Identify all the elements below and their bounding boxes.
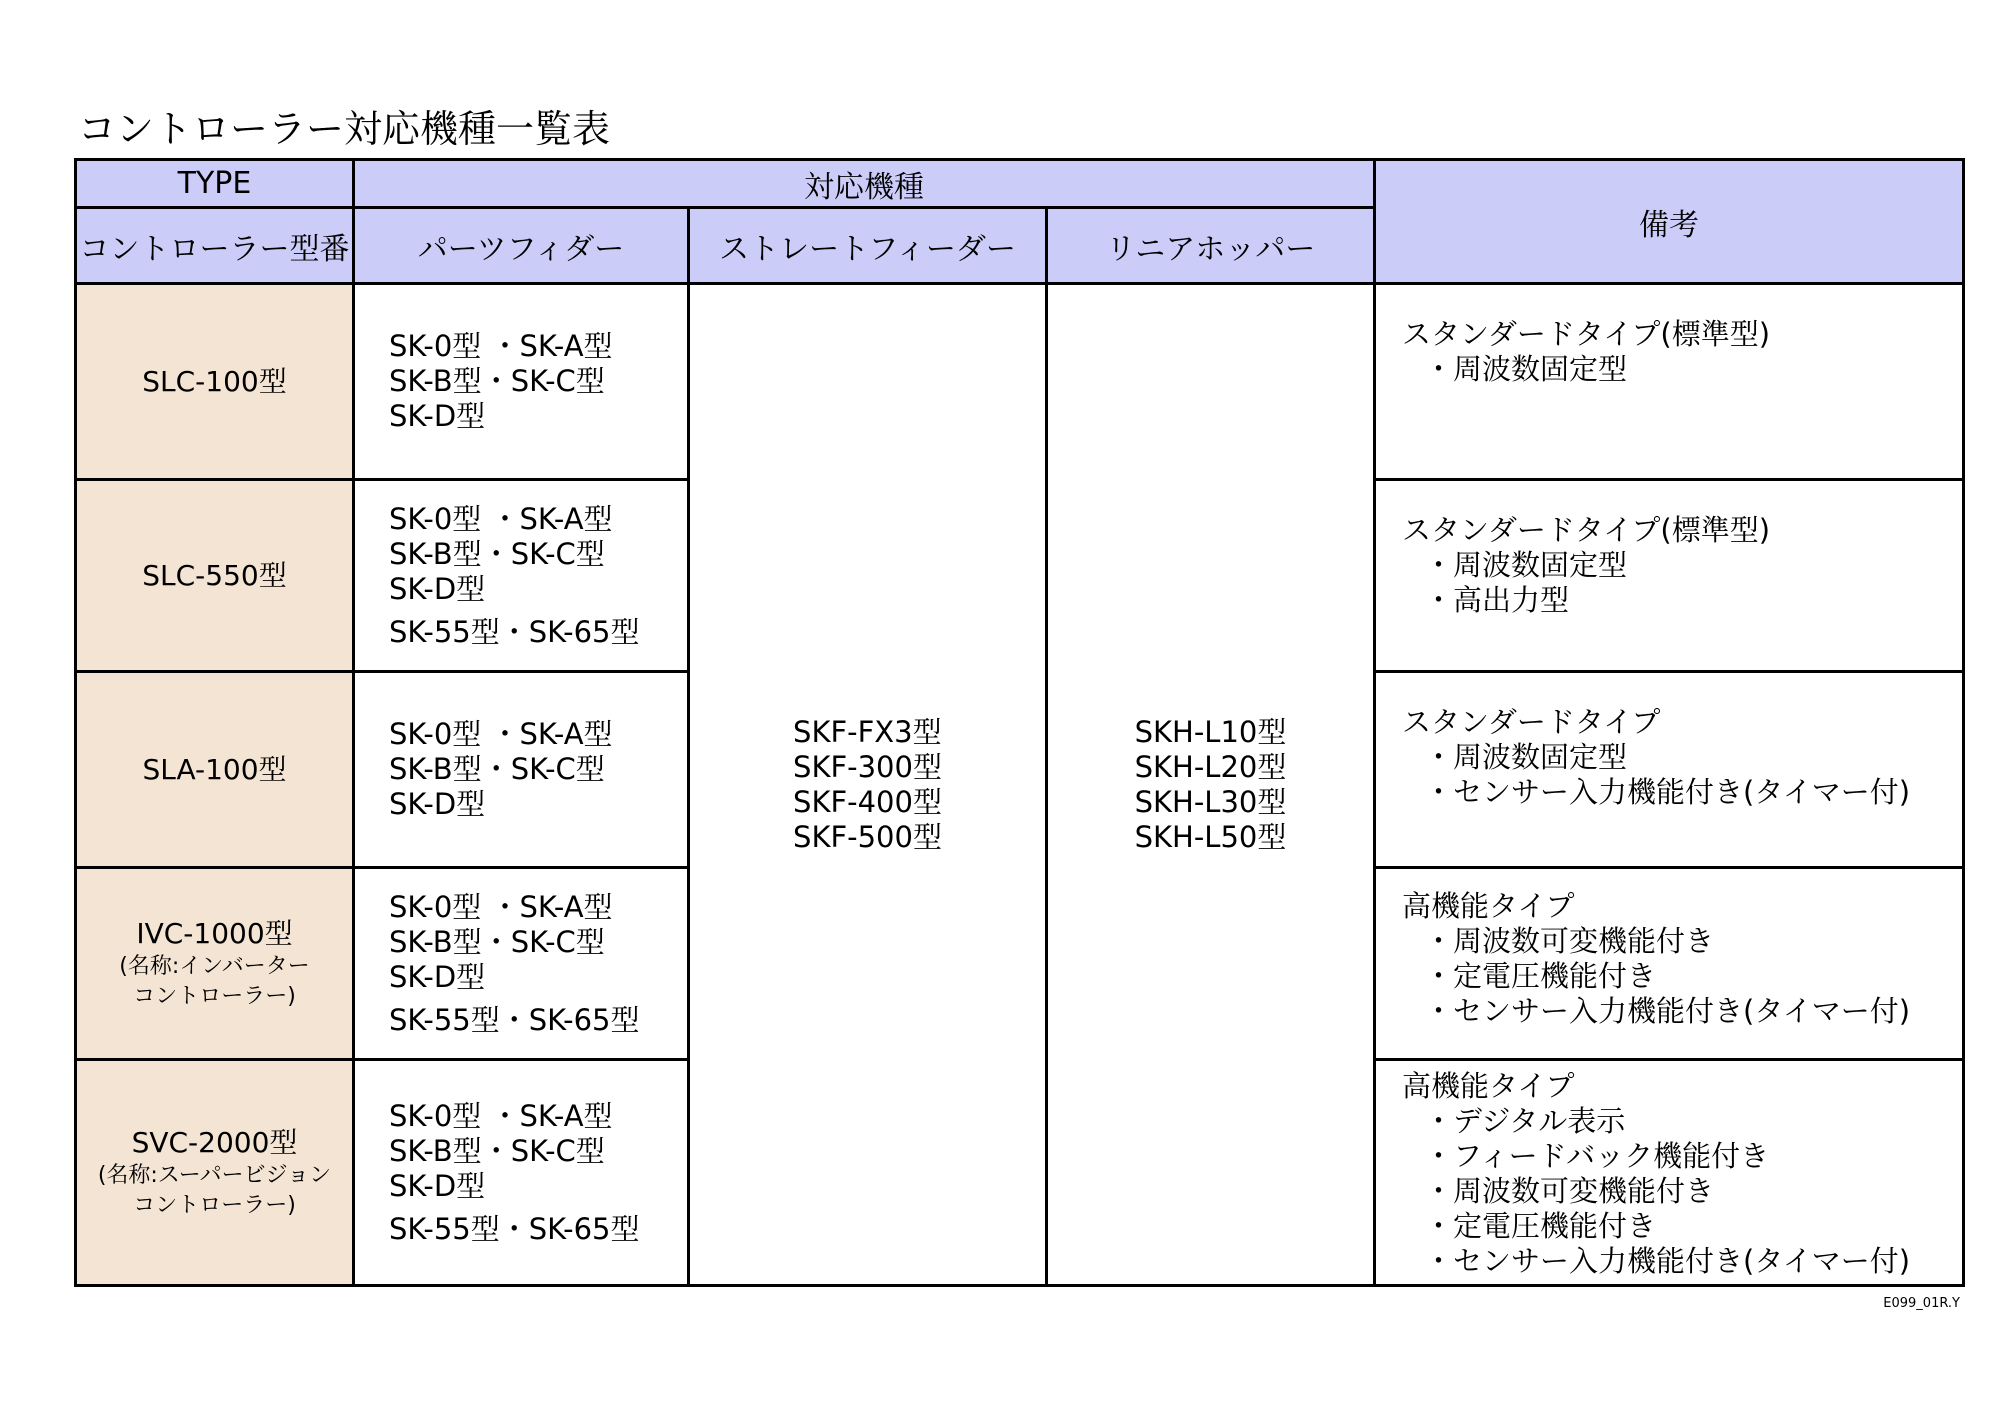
remarks-item: ・センサー入力機能付き(タイマー付) (1424, 775, 1911, 809)
remarks-item: ・センサー入力機能付き(タイマー付) (1424, 994, 1911, 1028)
remarks-title: スタンダードタイプ(標準型) (1402, 513, 1771, 547)
remarks-item: ・定電圧機能付き (1424, 959, 1657, 993)
straight-feeder-model: SKF-FX3型 (793, 714, 942, 749)
remarks-title: 高機能タイプ (1402, 889, 1575, 923)
parts-feeder-cell (354, 1060, 689, 1286)
controller-model: SVC-2000型 (131, 1125, 298, 1159)
parts-feeder-line: SK-0型 ・SK-A型 (389, 501, 613, 536)
parts-feeder-line: SK-55型・SK-65型 (389, 1002, 640, 1037)
remarks-item: ・周波数固定型 (1424, 352, 1628, 386)
parts-feeder-line: SK-D型 (389, 399, 486, 433)
parts-feeder-line: SK-0型 ・SK-A型 (389, 717, 613, 751)
header-controller-model: コントローラー型番 (76, 208, 354, 284)
remarks-item: ・フィードバック機能付き (1424, 1139, 1770, 1173)
parts-feeder-line: SK-0型 ・SK-A型 (389, 889, 613, 924)
parts-feeder-line: SK-B型・SK-C型 (389, 924, 605, 959)
document-code: E099_01R.Y (1883, 1296, 1960, 1311)
controller-model-subtitle: コントローラー) (133, 1192, 296, 1218)
remarks-item: ・周波数固定型 (1424, 548, 1628, 582)
straight-feeder-model: SKF-300型 (793, 749, 942, 784)
controller-model-subtitle: コントローラー) (133, 983, 296, 1009)
parts-feeder-line: SK-B型・SK-C型 (389, 364, 605, 398)
remarks-cell (1375, 672, 1964, 868)
parts-feeder-line: SK-0型 ・SK-A型 (389, 1098, 613, 1133)
compatibility-table (74, 158, 1965, 1287)
header-type: TYPE (76, 160, 354, 208)
controller-model-subtitle: (名称:スーパービジョン (97, 1162, 332, 1188)
parts-feeder-line: SK-D型 (389, 1168, 486, 1203)
remarks-cell (1375, 480, 1964, 672)
remarks-cell (1375, 284, 1964, 480)
remarks-item: ・周波数可変機能付き (1424, 924, 1715, 958)
parts-feeder-line: SK-B型・SK-C型 (389, 536, 605, 571)
remarks-title: スタンダードタイプ (1402, 705, 1661, 739)
remarks-item: ・定電圧機能付き (1424, 1209, 1657, 1243)
parts-feeder-line: SK-D型 (389, 571, 486, 606)
parts-feeder-cell (354, 284, 689, 480)
controller-model: SLC-100型 (142, 364, 287, 398)
remarks-cell (1375, 868, 1964, 1060)
remarks-item: ・デジタル表示 (1424, 1104, 1626, 1138)
parts-feeder-cell (354, 868, 689, 1060)
controller-model-cell (76, 284, 354, 480)
straight-feeder-model: SKF-400型 (793, 784, 942, 819)
linear-hopper-model: SKH-L20型 (1134, 749, 1287, 784)
remarks-item: ・周波数固定型 (1424, 740, 1628, 774)
parts-feeder-line: SK-55型・SK-65型 (389, 1211, 640, 1246)
controller-model-subtitle: (名称:インバーター (119, 953, 310, 979)
remarks-item: ・センサー入力機能付き(タイマー付) (1424, 1244, 1911, 1278)
linear-hopper-model: SKH-L10型 (1134, 714, 1287, 749)
controller-model-cell (76, 672, 354, 868)
remarks-item: ・高出力型 (1424, 583, 1570, 617)
parts-feeder-line: SK-B型・SK-C型 (389, 752, 605, 786)
controller-model-cell (76, 480, 354, 672)
controller-model: SLC-550型 (142, 558, 287, 592)
parts-feeder-line: SK-B型・SK-C型 (389, 1133, 605, 1168)
remarks-title: スタンダードタイプ(標準型) (1402, 317, 1771, 351)
header-straight-feeder: ストレートフィーダー (689, 208, 1047, 284)
header-linear-hopper: リニアホッパー (1047, 208, 1375, 284)
controller-model-cell (76, 868, 354, 1060)
straight-feeder-cell (689, 284, 1047, 1286)
remarks-title: 高機能タイプ (1402, 1069, 1575, 1103)
remarks-item: ・周波数可変機能付き (1424, 1174, 1715, 1208)
page-title: コントローラー対応機種一覧表 (78, 107, 611, 151)
parts-feeder-line: SK-0型 ・SK-A型 (389, 329, 613, 363)
header-compatible-models: 対応機種 (354, 160, 1375, 208)
straight-feeder-model: SKF-500型 (793, 819, 942, 854)
controller-model: SLA-100型 (142, 752, 287, 786)
header-parts-feeder: パーツフィダー (354, 208, 689, 284)
parts-feeder-cell (354, 480, 689, 672)
parts-feeder-line: SK-55型・SK-65型 (389, 614, 640, 649)
header-remarks: 備考 (1375, 160, 1964, 284)
parts-feeder-line: SK-D型 (389, 959, 486, 994)
linear-hopper-model: SKH-L50型 (1134, 819, 1287, 854)
controller-model-cell (76, 1060, 354, 1286)
parts-feeder-line: SK-D型 (389, 787, 486, 821)
parts-feeder-cell (354, 672, 689, 868)
linear-hopper-cell (1047, 284, 1375, 1286)
table-row (76, 284, 1964, 480)
controller-model: IVC-1000型 (136, 916, 293, 950)
linear-hopper-model: SKH-L30型 (1134, 784, 1287, 819)
remarks-cell (1375, 1060, 1964, 1286)
